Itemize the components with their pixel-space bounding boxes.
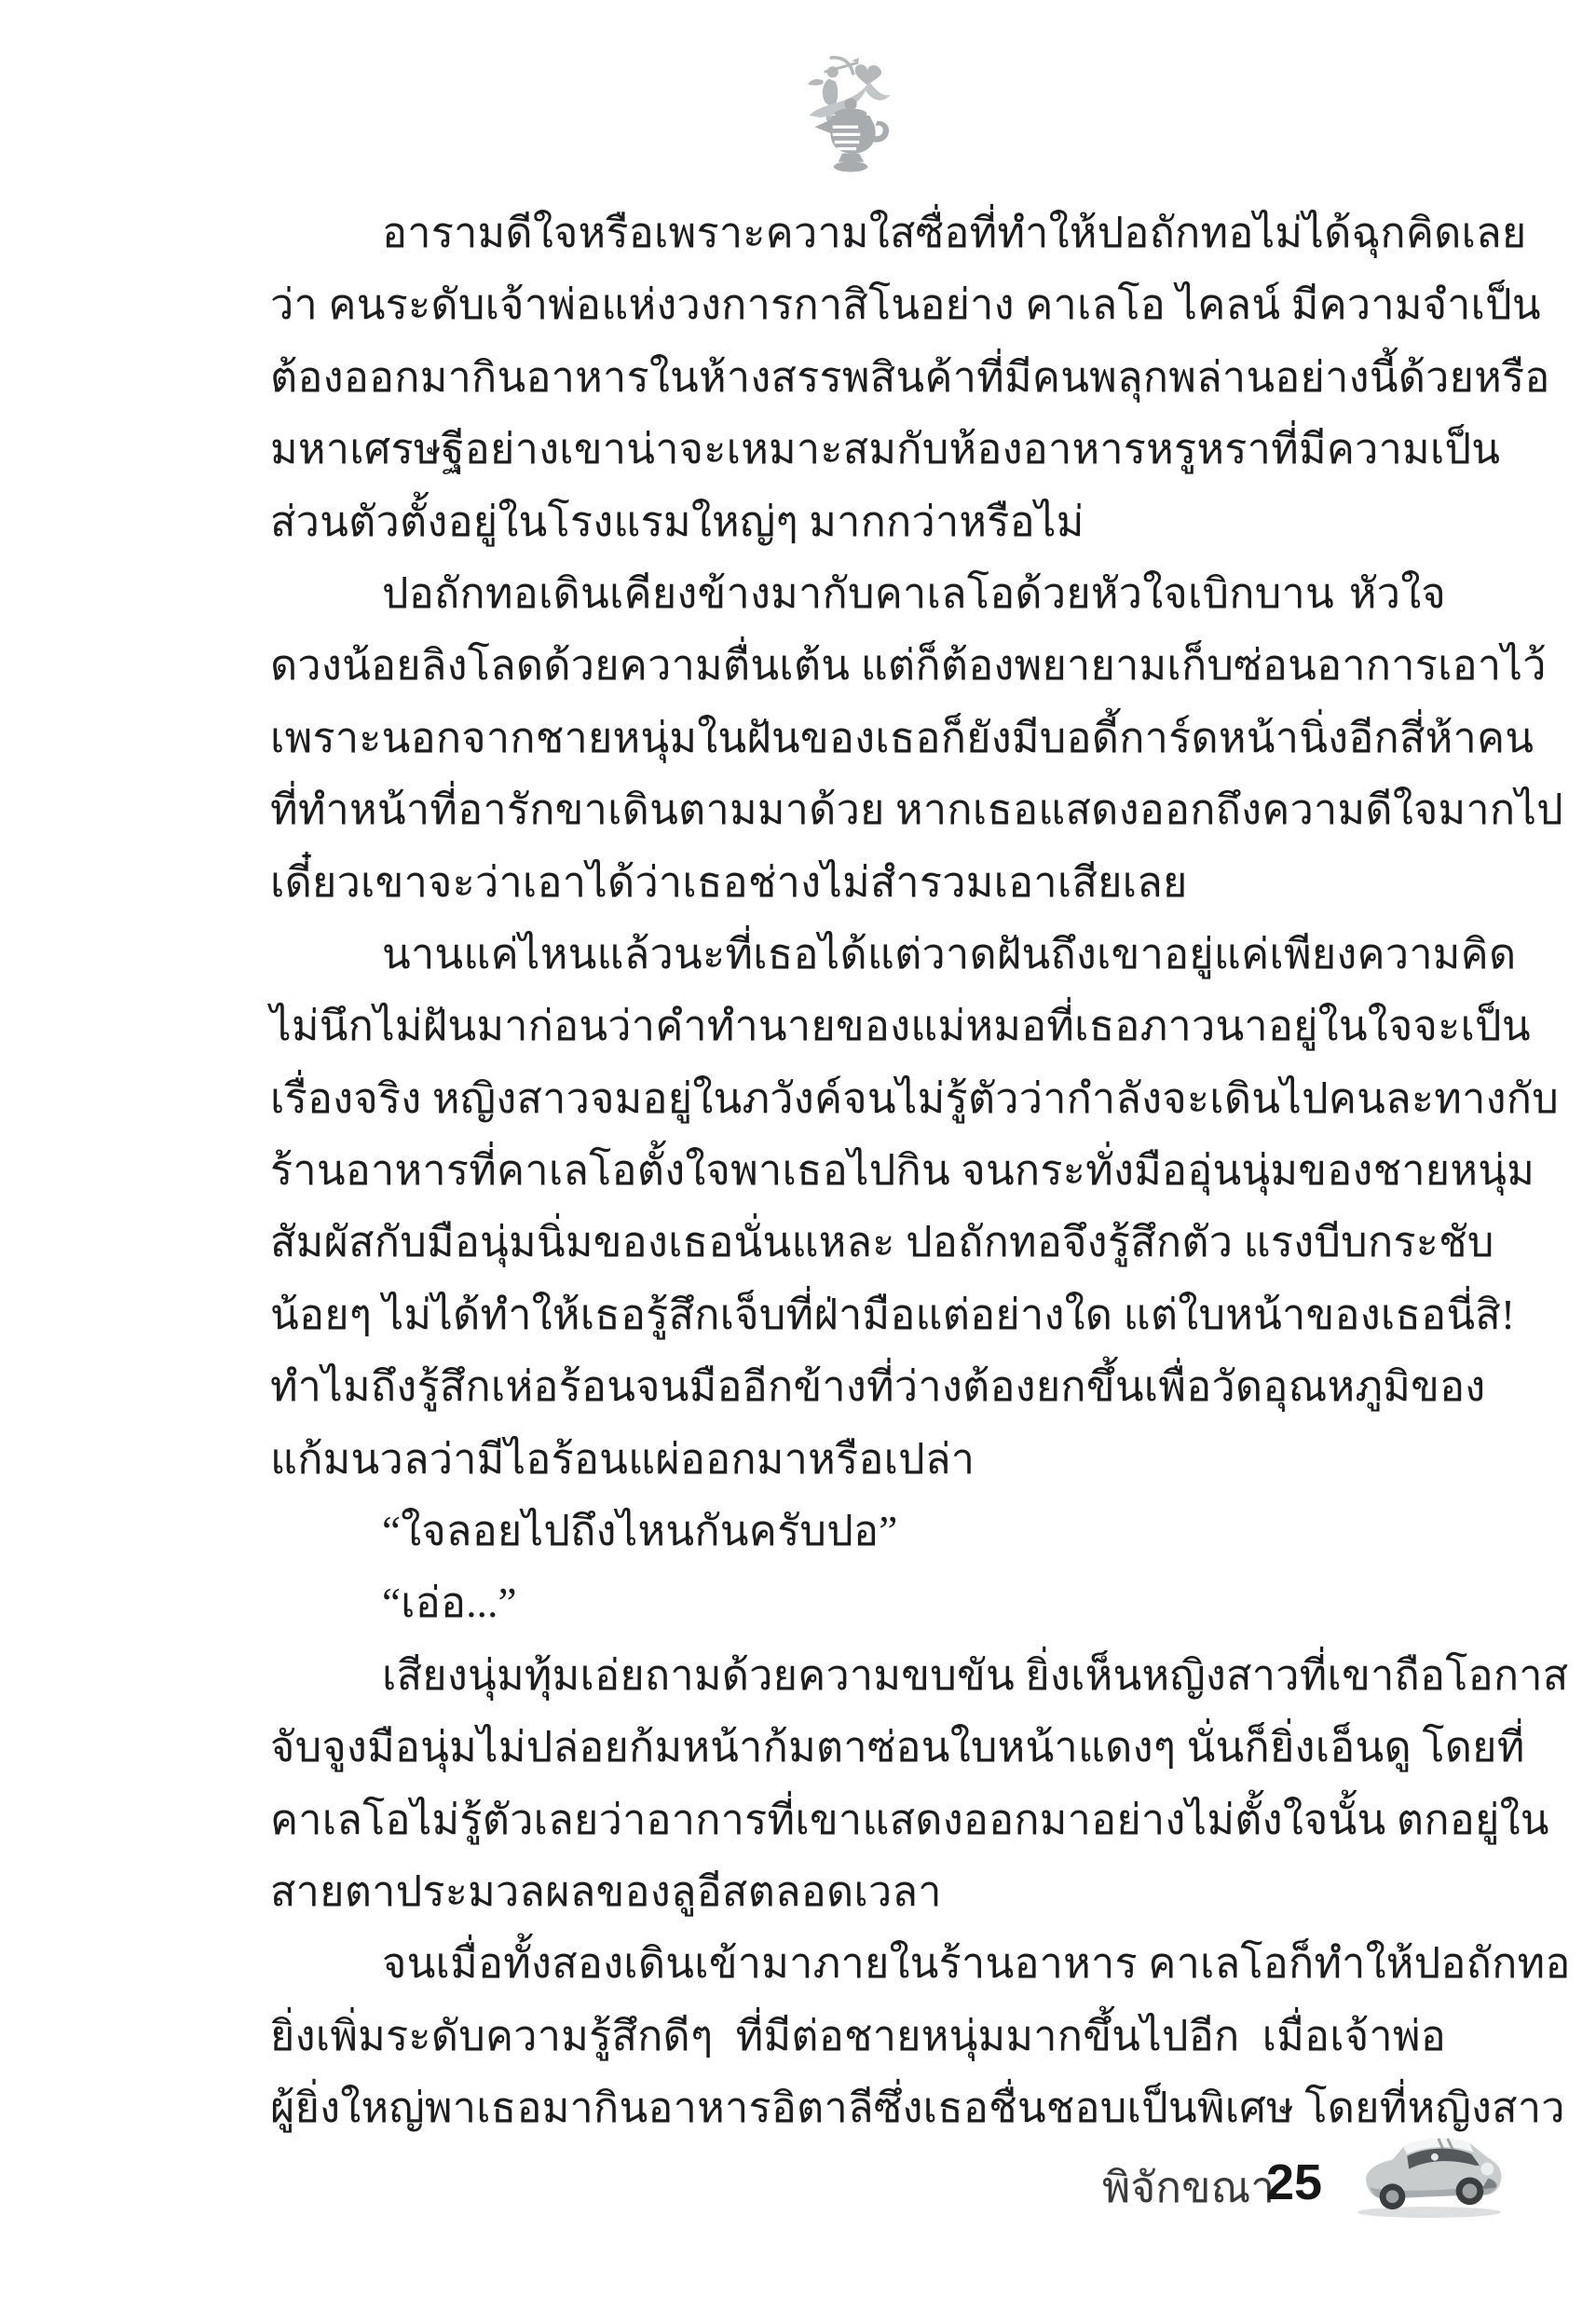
text-line: ส่วนตัวตั้งอยู่ในโรงแรมใหญ่ๆ มากกว่าหรือไม่ — [270, 498, 1084, 545]
text-line: “เอ่อ...” — [382, 1579, 517, 1627]
text-line: ไม่นึกไม่ฝันมาก่อนว่าคำทำนายของแม่หมอที่เธอภาวนาอยู่ในใจจะเป็น — [270, 1003, 1531, 1050]
footer-book-title: พิจักขณา — [1102, 2163, 1275, 2211]
text-line: คาเลโอไม่รู้ตัวเลยว่าอาการที่เขาแสดงออกมาอย่างไม่ตั้งใจนั้น ตกอยู่ใน — [270, 1796, 1549, 1843]
page-footer — [1102, 2132, 1512, 2225]
text-line: นานแค่ไหนแล้วนะที่เธอได้แต่วาดฝันถึงเขาอยู่แค่เพียงความคิด — [382, 930, 1517, 978]
text-line: เรื่องจริง หญิงสาวจมอยู่ในภวังค์จนไม่รู้ตัวว่ากำลังจะเดินไปคนละทางกับ — [270, 1074, 1559, 1122]
text-line: ยิ่งเพิ่มระดับความรู้สึกดีๆ ที่มีต่อชายหนุ่มมากขึ้นไปอีก เมื่อเจ้าพ่อ — [270, 2012, 1446, 2059]
text-line: แก้มนวลว่ามีไอร้อนแผ่ออกมาหรือเปล่า — [270, 1435, 975, 1483]
text-line: เพราะนอกจากชายหนุ่มในฝันของเธอก็ยังมีบอดี้การ์ดหน้านิ่งอีกสี่ห้าคน — [270, 714, 1535, 761]
text-line: น้อยๆ ไม่ได้ทำให้เธอรู้สึกเจ็บที่ฝ่ามือแต่อย่างใด แต่ใบหน้าของเธอนี่สิ! — [270, 1291, 1516, 1338]
text-line: เดี๋ยวเขาจะว่าเอาได้ว่าเธอช่างไม่สำรวมเอาเสียเลย — [270, 858, 1188, 906]
footer-page-number: 25 — [1266, 2154, 1323, 2210]
cupid-lamp-ornament-icon — [798, 51, 902, 174]
text-line: สัมผัสกับมือนุ่มนิ่มของเธอนั่นแหละ ปอถักทอจึงรู้สึกตัว แรงบีบกระชับ — [270, 1219, 1494, 1266]
text-line: ร้านอาหารที่คาเลโอตั้งใจพาเธอไปกิน จนกระทั่งมืออุ่นนุ่มของชายหนุ่ม — [270, 1147, 1535, 1195]
text-line: ปอถักทอเดินเคียงข้างมากับคาเลโอด้วยหัวใจเบิกบาน หัวใจ — [382, 569, 1446, 617]
body-text — [270, 198, 1571, 2145]
text-line: อารามดีใจหรือเพราะความใสซื่อที่ทำให้ปอถักทอไม่ได้ฉุกคิดเลย — [382, 210, 1527, 256]
text-line: ผู้ยิ่งใหญ่พาเธอมากินอาหารอิตาลีซึ่งเธอชื่นชอบเป็นพิเศษ โดยที่หญิงสาว — [270, 2085, 1565, 2132]
text-line: จับจูงมือนุ่มไม่ปล่อยก้มหน้าก้มตาซ่อนใบหน้าแดงๆ นั่นก็ยิ่งเอ็นดู โดยที่ — [270, 1724, 1525, 1771]
text-line: ดวงน้อยลิงโลดด้วยความตื่นเต้น แต่ก็ต้องพยายามเก็บซ่อนอาการเอาไว้ — [270, 642, 1547, 690]
text-line: สายตาประมวลผลของลูอีสตลอดเวลา — [270, 1867, 942, 1915]
text-line: มหาเศรษฐีอย่างเขาน่าจะเหมาะสมกับห้องอาหารหรูหราที่มีความเป็น — [270, 426, 1501, 473]
text-line: จนเมื่อทั้งสองเดินเข้ามาภายในร้านอาหาร คาเลโอก็ทำให้ปอถักทอ — [382, 1940, 1571, 1988]
text-line: ที่ทำหน้าที่อารักขาเดินตามมาด้วย หากเธอแสดงออกถึงความดีใจมากไป — [270, 786, 1563, 834]
mini-car-icon — [1350, 2132, 1507, 2220]
text-line: ว่า คนระดับเจ้าพ่อแห่งวงการกาสิโนอย่าง คาเลโอ ไคลน์ มีความจำเป็น — [270, 281, 1541, 329]
text-line: “ใจลอยไปถึงไหนกันครับปอ” — [382, 1508, 898, 1555]
text-line: ทำไมถึงรู้สึกเห่อร้อนจนมืออีกข้างที่ว่างต้องยกขึ้นเพื่อวัดอุณหภูมิของ — [270, 1363, 1486, 1411]
text-line: เสียงนุ่มทุ้มเอ่ยถามด้วยความขบขัน ยิ่งเห็นหญิงสาวที่เขาถือโอกาส — [382, 1651, 1569, 1699]
text-line: ต้องออกมากินอาหารในห้างสรรพสินค้าที่มีคนพลุกพล่านอย่างนี้ด้วยหรือ — [270, 353, 1550, 401]
